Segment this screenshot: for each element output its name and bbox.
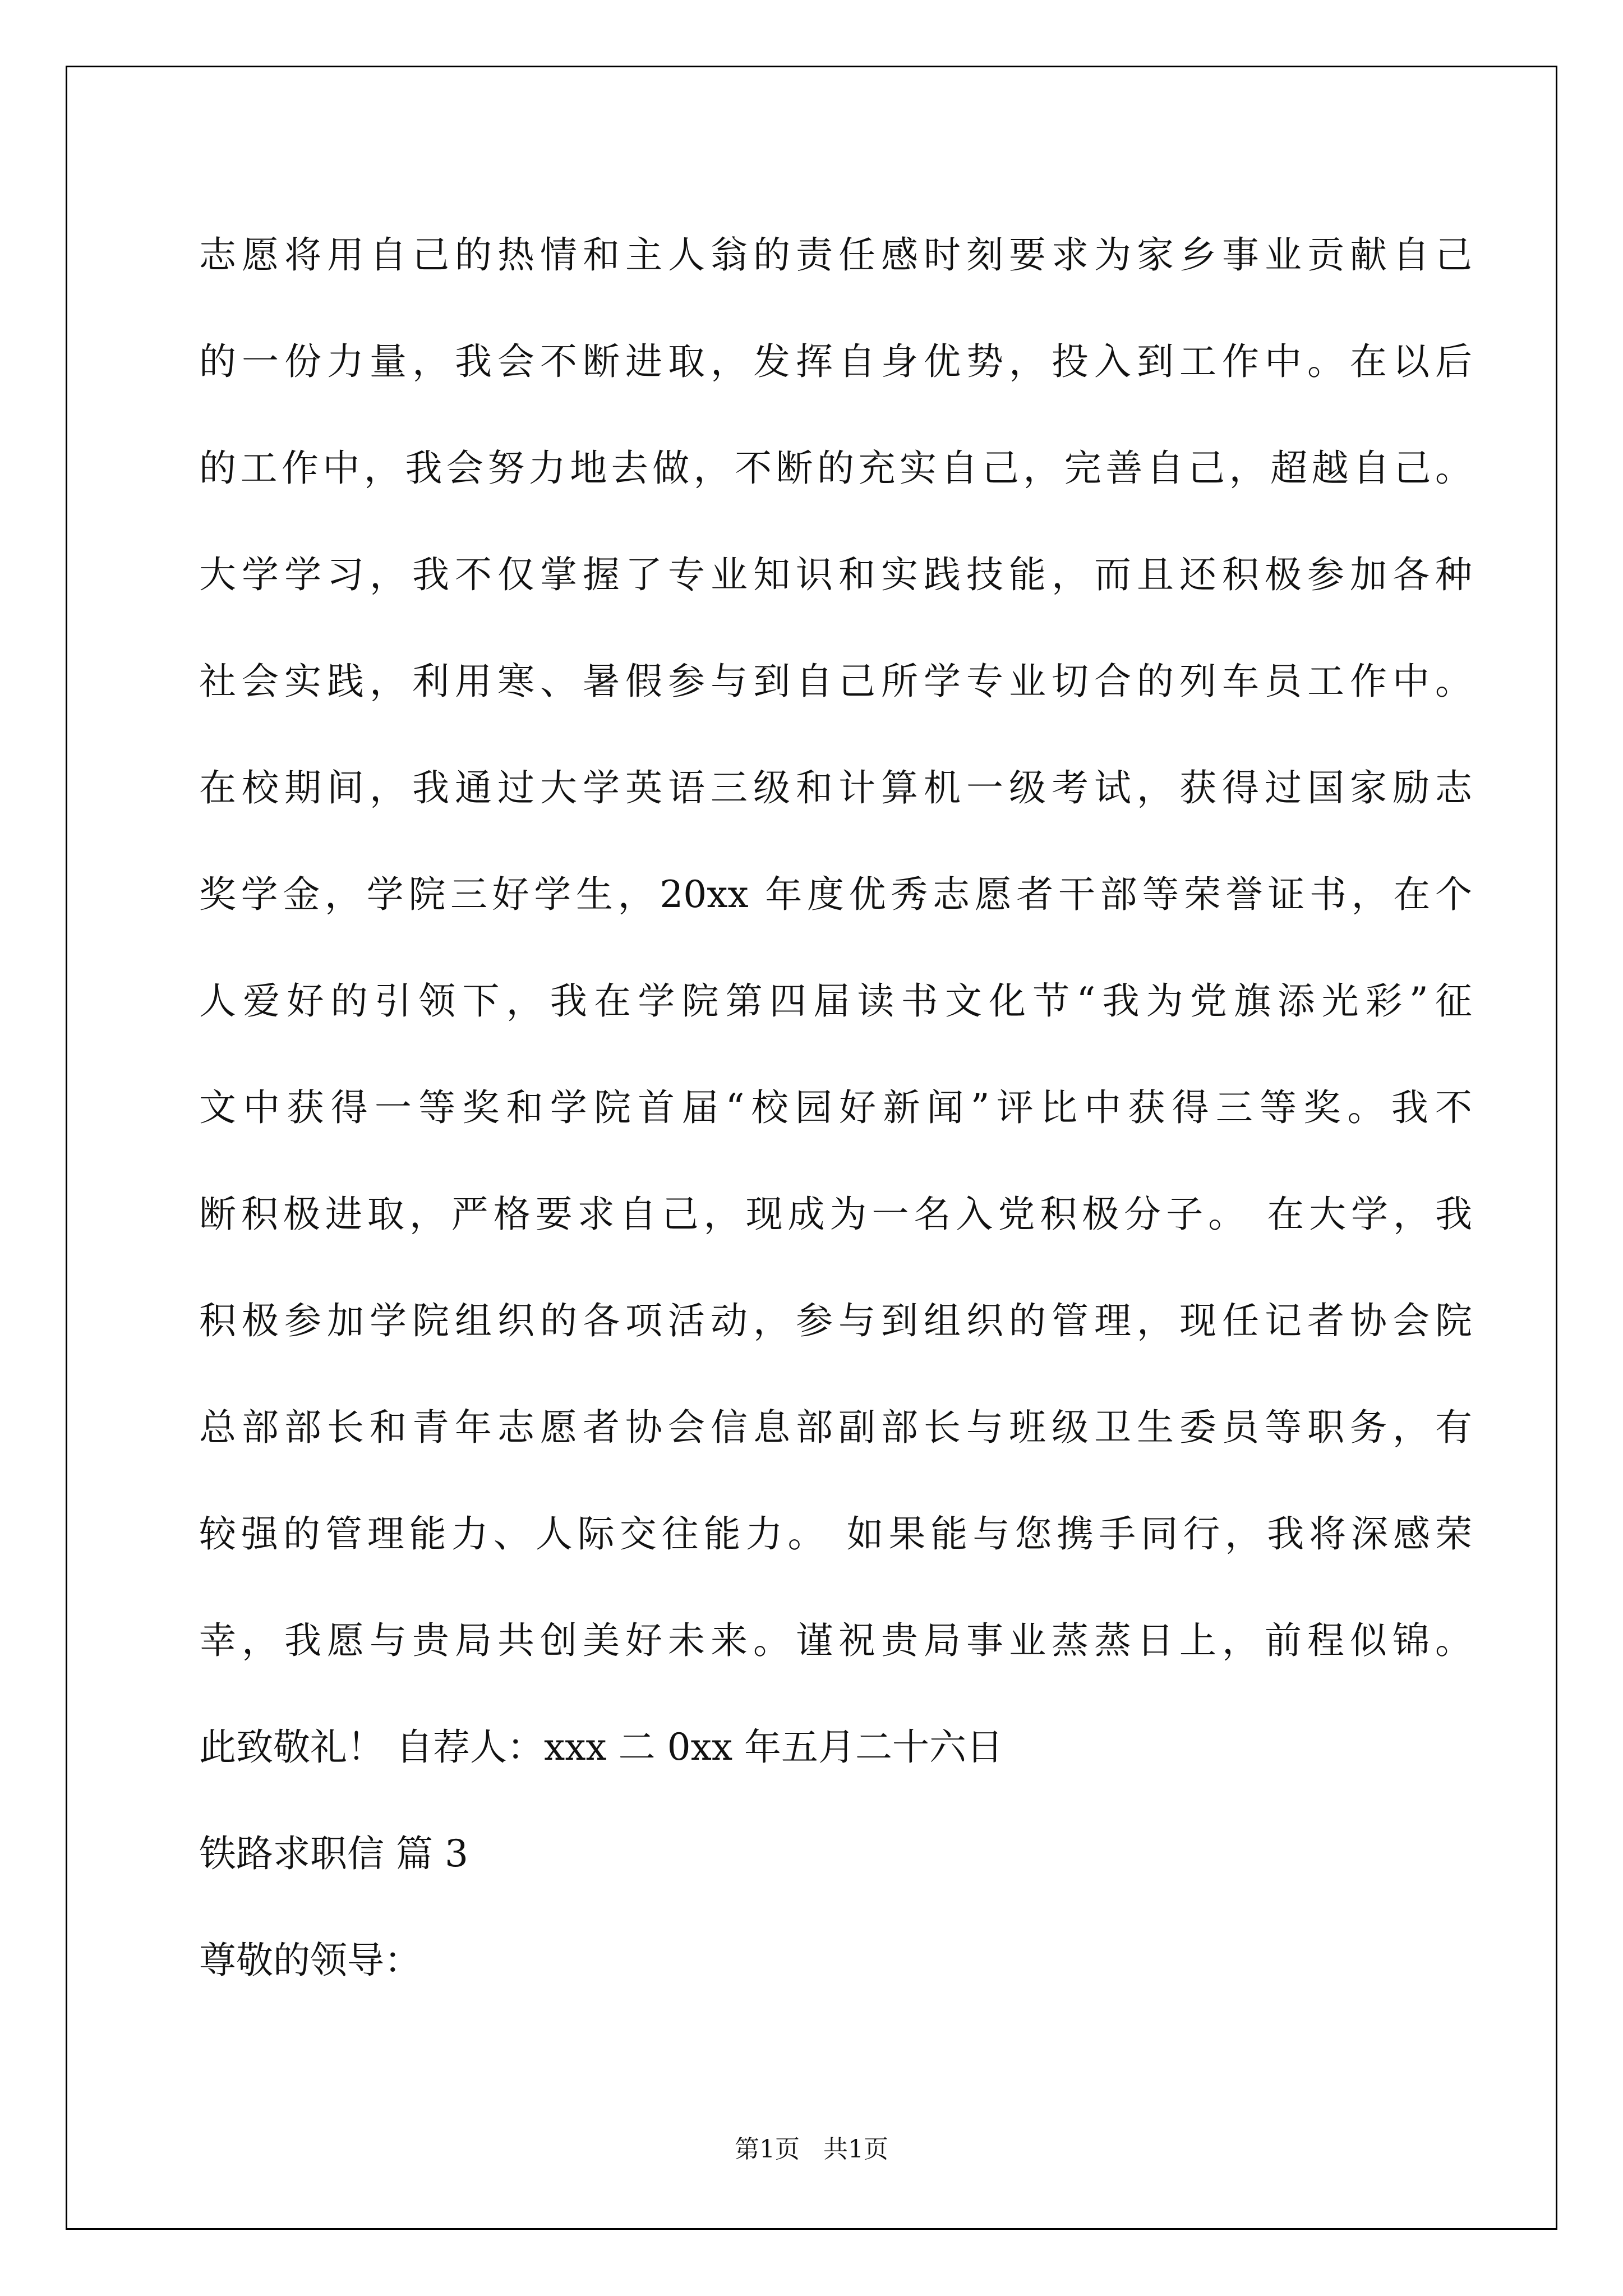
text-line: 断积极进取，严格要求自己，现成为一名入党积极分子。 在大学，我 [199,1193,1472,1236]
text-line: 大学学习，我不仅掌握了专业知识和实践技能，而且还积极参加各种 [199,553,1472,596]
closing-signature-line: 此致敬礼！ 自荐人：xxx 二 0xx 年五月二十六日 [199,1726,1004,1769]
text-line: 幸，我愿与贵局共创美好未来。谨祝贵局事业蒸蒸日上，前程似锦。 [199,1619,1472,1662]
document-body [199,224,1472,2036]
text-line: 社会实践，利用寒、暑假参与到自己所学专业切合的列车员工作中。 [199,660,1472,703]
text-line: 志愿将用自己的热情和主人翁的责任感时刻要求为家乡事业贡献自己 [199,233,1472,277]
text-line: 的工作中，我会努力地去做，不断的充实自己，完善自己，超越自己。 [199,447,1472,490]
text-line: 在校期间，我通过大学英语三级和计算机一级考试，获得过国家励志 [199,766,1472,809]
text-line: 的一份力量，我会不断进取，发挥自身优势，投入到工作中。在以后 [199,340,1472,383]
text-line: 总部部长和青年志愿者协会信息部副部长与班级卫生委员等职务，有 [199,1406,1472,1449]
page-number-footer: 第1页 共1页 [735,2135,888,2164]
section-heading: 铁路求职信 篇 3 [199,1832,468,1875]
text-line: 人爱好的引领下，我在学院第四届读书文化节“我为党旗添光彩”征 [199,979,1472,1023]
text-line: 积极参加学院组织的各项活动，参与到组织的管理，现任记者协会院 [199,1299,1472,1342]
salutation: 尊敬的领导： [199,1939,421,1982]
text-line: 较强的管理能力、人际交往能力。 如果能与您携手同行，我将深感荣 [199,1512,1472,1556]
text-line: 文中获得一等奖和学院首届“校园好新闻”评比中获得三等奖。我不 [199,1086,1472,1129]
text-line: 奖学金，学院三好学生，20xx 年度优秀志愿者干部等荣誉证书，在个 [199,873,1472,916]
